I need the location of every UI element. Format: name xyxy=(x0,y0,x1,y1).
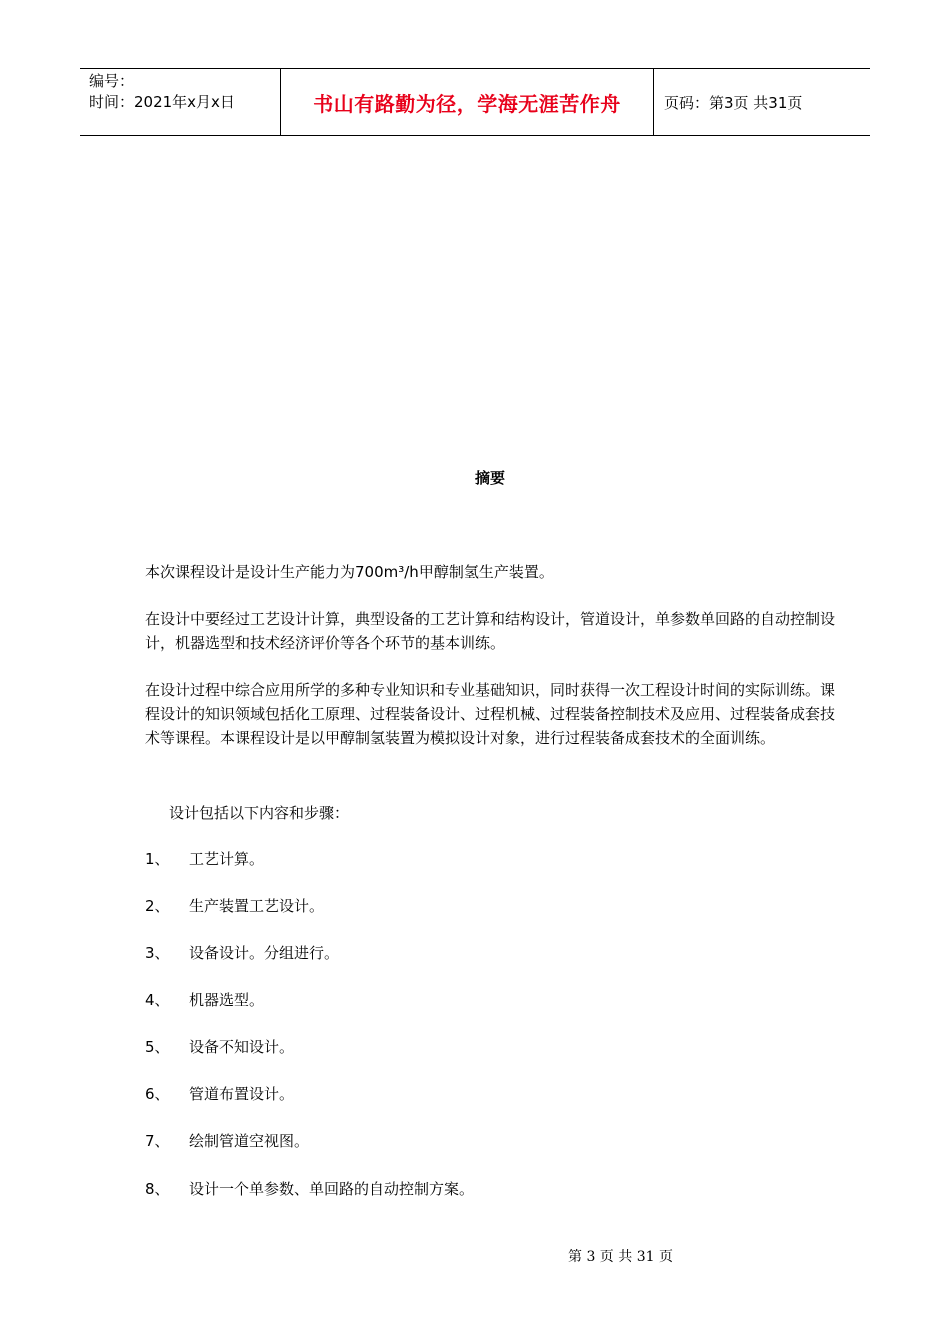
list-item xyxy=(145,942,339,964)
list-item-number: 7、 xyxy=(145,1132,170,1150)
list-item-text: 机器选型。 xyxy=(189,991,265,1009)
list-item xyxy=(145,1083,294,1105)
header-page-info: 页码：第3页 共31页 xyxy=(664,93,803,112)
list-item xyxy=(145,1036,294,1058)
abstract-title: 摘要 xyxy=(474,469,505,487)
steps-intro: 设计包括以下内容和步骤： xyxy=(169,804,350,822)
page-footer: 第 3 页 共 31 页 xyxy=(568,1249,673,1265)
time-label: 时间：2021年x月x日 xyxy=(89,93,235,111)
list-item-number: 3、 xyxy=(145,944,170,962)
list-item-number: 6、 xyxy=(145,1085,170,1103)
number-label: 编号： xyxy=(89,72,135,90)
list-item-number: 4、 xyxy=(145,991,170,1009)
list-item-text: 管道布置设计。 xyxy=(189,1085,295,1103)
list-item-text: 工艺计算。 xyxy=(189,850,265,868)
page-header xyxy=(80,68,870,136)
list-item-number: 8、 xyxy=(145,1180,170,1198)
list-item xyxy=(145,848,264,870)
header-motto: 书山有路勤为径，学海无涯苦作舟 xyxy=(313,91,621,116)
list-item-text: 生产装置工艺设计。 xyxy=(189,897,325,915)
list-item-text: 设备设计。分组进行。 xyxy=(189,944,340,962)
list-item-number: 5、 xyxy=(145,1038,170,1056)
list-item-text: 设备不知设计。 xyxy=(189,1038,295,1056)
list-item xyxy=(145,1178,474,1200)
list-item-number: 2、 xyxy=(145,897,170,915)
list-item xyxy=(145,1130,309,1152)
list-item xyxy=(145,989,264,1011)
paragraph-2: 在设计中要经过工艺设计计算，典型设备的工艺计算和结构设计，管道设计，单参数单回路的自动控制设计，机器选型和技术经济评价等各个环节的基本训练。 xyxy=(145,610,836,652)
list-item-number: 1、 xyxy=(145,850,170,868)
list-item-text: 设计一个单参数、单回路的自动控制方案。 xyxy=(189,1180,475,1198)
list-item xyxy=(145,895,324,917)
paragraph-1: 本次课程设计是设计生产能力为700m³/h甲醇制氢生产装置。 xyxy=(145,563,554,581)
header-motto-cell xyxy=(281,69,654,135)
header-meta xyxy=(80,69,281,135)
paragraph-3: 在设计过程中综合应用所学的多种专业知识和专业基础知识，同时获得一次工程设计时间的实际训练。课程设计的知识领域包括化工原理、过程装备设计、过程机械、过程装备控制技术及应用、过程装备成套技术等课程。本课程设计是以甲醇制氢装置为模拟设计对象，进行过程装备成套技术的全面训练。 xyxy=(145,681,836,747)
list-item-text: 绘制管道空视图。 xyxy=(189,1132,310,1150)
